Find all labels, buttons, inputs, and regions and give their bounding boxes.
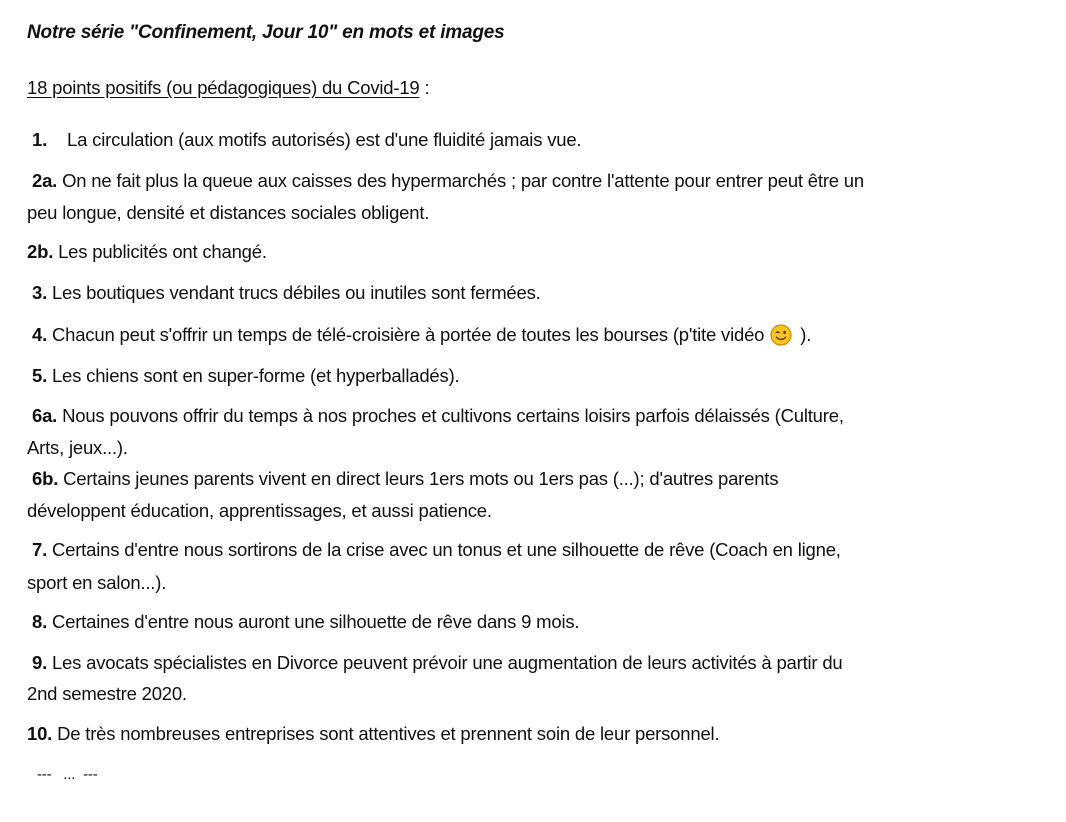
item-text: Les avocats spécialistes en Divorce peuvent prévoir une augmentation de leurs activités à partir du	[47, 652, 843, 673]
item-text: Nous pouvons offrir du temps à nos proches et cultivons certains loisirs parfois délaissés (Culture,	[57, 405, 844, 426]
item-number: 2b.	[27, 241, 54, 262]
item-text: Certaines d'entre nous auront une silhouette de rêve dans 9 mois.	[47, 611, 580, 632]
item-text: La circulation (aux motifs autorisés) est d'une fluidité jamais vue.	[67, 129, 582, 150]
list-item-10	[27, 722, 719, 746]
item-number: 8.	[32, 611, 48, 632]
item-number: 5.	[32, 365, 48, 386]
list-item-2b	[27, 240, 267, 264]
list-item-4	[27, 323, 811, 347]
list-item-9-continued: 2nd semestre 2020.	[27, 683, 187, 704]
winking-face-icon	[770, 324, 792, 346]
list-item-2a	[27, 169, 864, 193]
list-item-6a	[27, 404, 844, 428]
item-number: 6a.	[32, 405, 58, 426]
list-item-5	[27, 364, 459, 388]
item-number: 3.	[32, 282, 48, 303]
list-heading-text: 18 points positifs (ou pédagogiques) du Covid-19	[27, 77, 420, 98]
item-text: Les chiens sont en super-forme (et hyperballadés).	[47, 365, 460, 386]
item-text: On ne fait plus la queue aux caisses des hypermarchés ; par contre l'attente pour entrer peut être un	[57, 170, 864, 191]
list-item-3	[27, 281, 541, 305]
continuation-marker: --- ... ---	[37, 766, 98, 783]
item-number: 7.	[32, 539, 48, 560]
item-text-after: ).	[800, 324, 812, 345]
item-text: De très nombreuses entreprises sont attentives et prennent soin de leur personnel.	[52, 723, 720, 744]
item-text: Chacun peut s'offrir un temps de télé-croisière à portée de toutes les bourses (p'tite vidéo	[47, 324, 765, 345]
list-item-7	[27, 538, 841, 562]
list-item-2a-continued: peu longue, densité et distances sociales obligent.	[27, 202, 430, 223]
list-item-9	[27, 651, 843, 675]
list-item-8	[27, 610, 579, 634]
list-heading	[27, 76, 429, 100]
item-number: 4.	[32, 324, 48, 345]
item-text: Certains d'entre nous sortirons de la crise avec un tonus et une silhouette de rêve (Coach en ligne,	[47, 539, 841, 560]
list-item-7-continued: sport en salon...).	[27, 572, 167, 593]
item-text: Les publicités ont changé.	[53, 241, 267, 262]
list-item-6b-continued: développent éducation, apprentissages, et aussi patience.	[27, 500, 492, 521]
item-number: 2a.	[32, 170, 58, 191]
list-heading-colon: :	[419, 77, 430, 98]
list-item-6b	[27, 467, 778, 491]
item-text: Les boutiques vendant trucs débiles ou inutiles sont fermées.	[47, 282, 541, 303]
item-number: 6b.	[32, 468, 59, 489]
list-item-1	[27, 128, 581, 152]
item-number: 10.	[27, 723, 53, 744]
item-text: Certains jeunes parents vivent en direct leurs 1ers mots ou 1ers pas (...); d'autres parents	[58, 468, 779, 489]
list-item-6a-continued: Arts, jeux...).	[27, 437, 128, 458]
item-number: 1.	[32, 129, 48, 150]
document-title: Notre série "Confinement, Jour 10" en mots et images	[27, 22, 505, 43]
item-number: 9.	[32, 652, 48, 673]
